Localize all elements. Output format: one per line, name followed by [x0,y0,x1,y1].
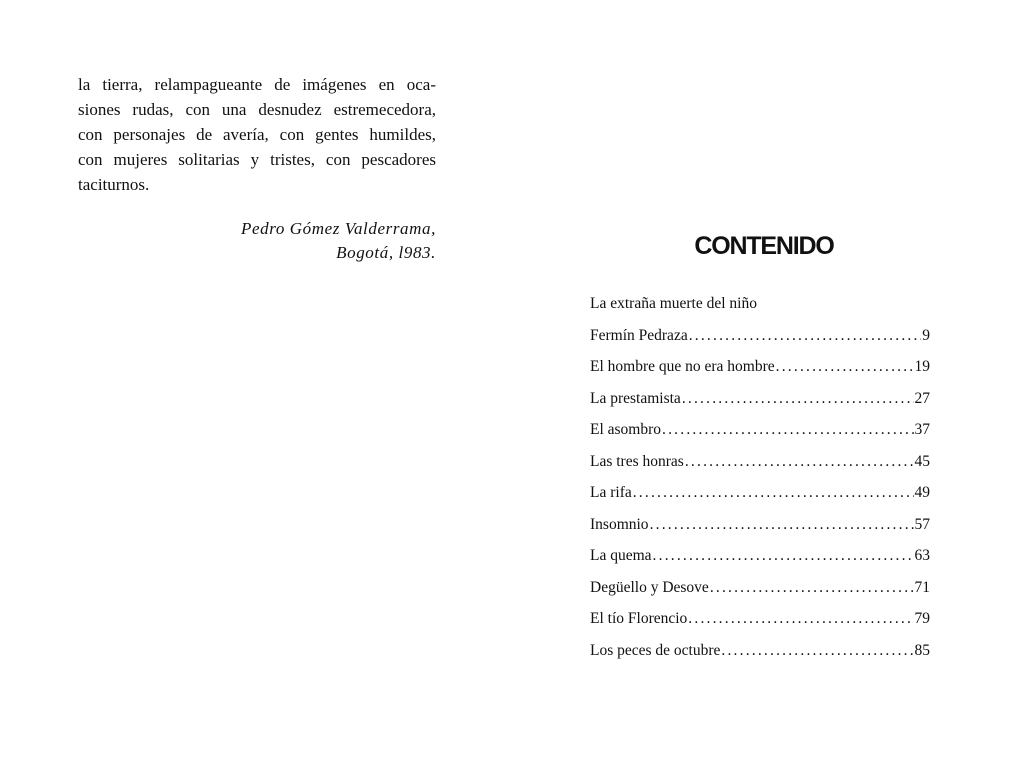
toc-entry-page: 37 [914,421,930,438]
toc-dot-leader [688,609,913,629]
toc-entry-page: 49 [914,484,930,501]
toc-dot-leader [633,483,914,503]
signature-place-date: Bogotá, l983. [336,243,436,262]
toc-entry-page: 71 [914,578,930,596]
toc-entry [590,515,930,547]
toc-entry-title: Insomnio [590,515,649,533]
toc-entry [590,641,930,673]
toc-entry-title: La quema [590,547,652,564]
toc-dot-leader [710,578,914,598]
toc-entry [590,609,930,641]
toc-entry-page: 85 [914,641,930,659]
toc-dot-leader [689,326,922,346]
toc-entry [590,389,930,421]
toc-entry-title: La extraña muerte del niño [590,295,757,312]
signature-name: Pedro Gómez Valderrama, [241,219,436,238]
toc-entry [590,326,930,358]
toc-entry [590,578,930,610]
author-signature [78,217,436,265]
toc-entry-page: 63 [914,547,930,564]
toc-entry-title: El asombro [590,421,662,438]
toc-dot-leader [776,357,914,377]
paragraph-line: siones rudas, con una desnudez estremecedora, [78,100,436,119]
toc-dot-leader [721,641,913,661]
toc-entry-title: La rifa [590,484,632,501]
left-page [78,72,436,265]
toc-entry-page: 57 [914,515,930,533]
paragraph-line: taciturnos. [78,175,150,194]
toc-entry-title: Fermín Pedraza [590,326,688,344]
toc-entry [590,546,930,578]
toc-entry-title: Degüello y Desove [590,578,709,596]
right-page [590,228,930,672]
toc-entry-title: El hombre que no era hombre [590,358,775,375]
toc-entry [590,452,930,484]
toc-dot-leader [685,452,914,472]
toc-entry-page: 45 [914,452,930,470]
paragraph-line: con mujeres solitarias y tristes, con pescadores [78,150,436,169]
paragraph-line: la tierra, relampagueante de imágenes en oca- [78,75,436,94]
toc-entry-page: 27 [914,389,930,407]
toc-dot-leader [650,515,914,535]
toc-entry [590,294,930,326]
toc-entry-page: 79 [914,610,930,627]
toc-entry-title: Las tres honras [590,452,684,470]
toc-entry-title: Los peces de octubre [590,641,721,659]
toc-dot-leader [682,389,914,409]
toc-dot-leader [662,420,913,440]
paragraph-line: con personajes de avería, con gentes humildes, [78,125,436,144]
contents-title: CONTENIDO [694,232,834,260]
closing-paragraph [78,72,436,197]
toc-entry [590,483,930,515]
toc-entry [590,357,930,389]
toc-entry-title: La prestamista [590,389,681,407]
toc-entry [590,420,930,452]
toc-dot-leader [653,546,914,566]
toc-entry-title: El tío Florencio [590,610,688,627]
toc-entry-page: 19 [914,358,930,375]
table-of-contents [590,294,930,672]
toc-entry-page: 9 [922,326,930,344]
